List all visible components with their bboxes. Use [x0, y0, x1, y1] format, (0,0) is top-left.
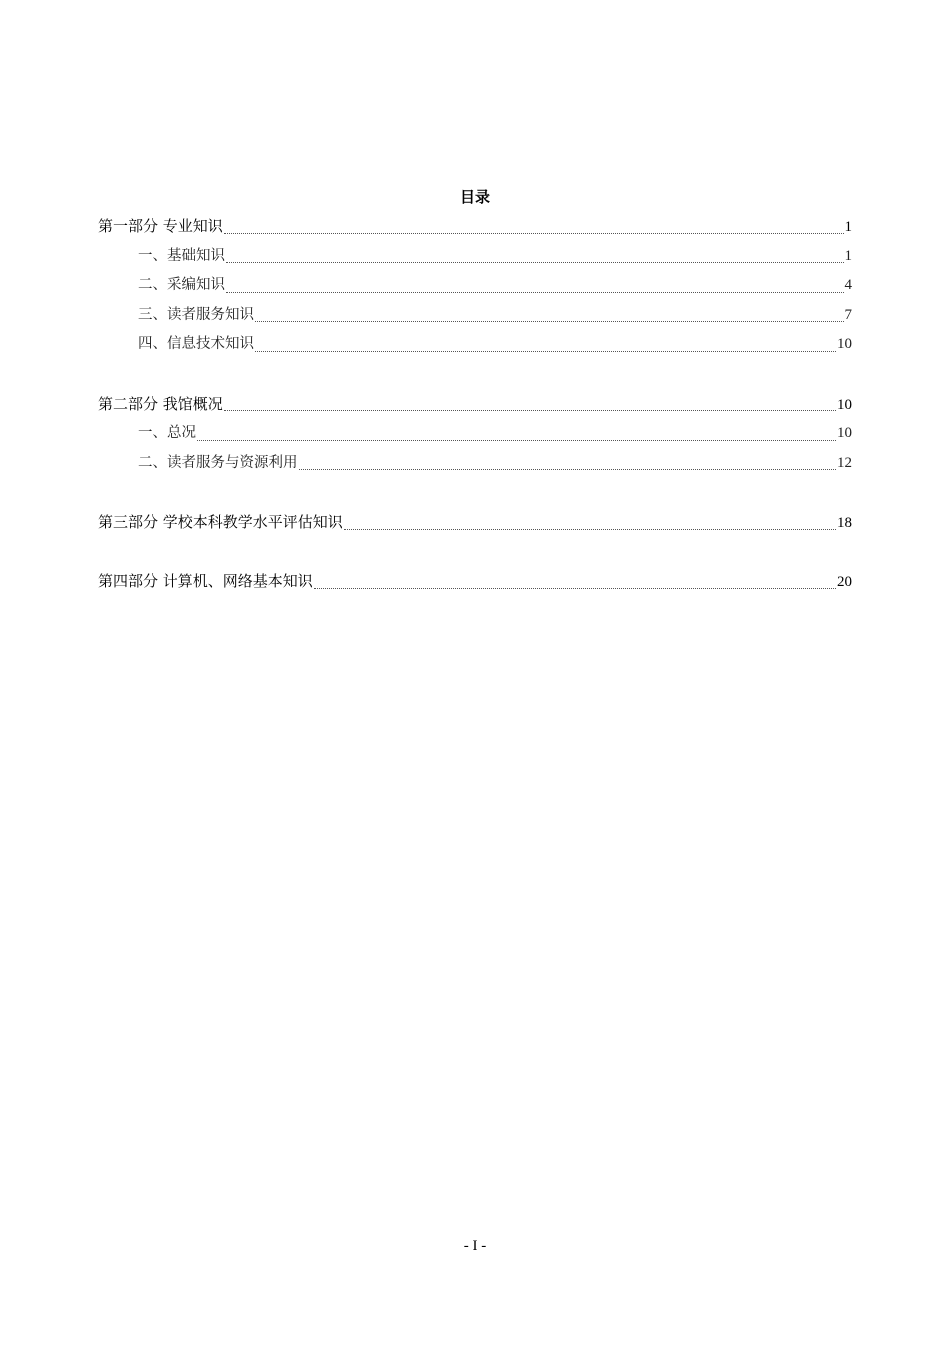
toc-entry[interactable]: [98, 508, 852, 538]
toc-entry-label: 四、信息技术知识: [138, 336, 254, 353]
toc-entry-label: 三、读者服务知识: [138, 306, 254, 323]
toc-entry-label: 一、基础知识: [138, 247, 225, 264]
dot-leader: [226, 261, 844, 263]
toc-entry-label: 第一部分 专业知识: [98, 217, 223, 235]
page-footer: - I -: [463, 1238, 487, 1254]
toc-entry-label: 二、采编知识: [138, 277, 225, 294]
toc-entry[interactable]: [98, 390, 852, 420]
toc-entry-label: 二、读者服务与资源利用: [138, 454, 298, 471]
toc-entry-page: 10: [837, 396, 852, 413]
toc-entry-label: 一、总况: [138, 425, 196, 442]
toc-entry-page: 1: [844, 219, 852, 235]
dot-leader: [224, 409, 836, 411]
toc-entry-page: 10: [837, 336, 852, 353]
toc-entry-page: 4: [844, 277, 852, 294]
toc-entry[interactable]: [98, 449, 852, 479]
toc-entry[interactable]: [98, 212, 852, 242]
toc-entry-page: 1: [844, 247, 852, 264]
toc-entry-page: 12: [837, 454, 852, 471]
toc-entry-label: 第二部分 我馆概况: [98, 394, 223, 413]
dot-leader: [226, 291, 844, 293]
toc-entry-label: 第四部分 计算机、网络基本知识: [98, 572, 313, 591]
dot-leader: [255, 320, 844, 322]
toc-entry[interactable]: [98, 242, 852, 272]
dot-leader: [299, 468, 837, 470]
dot-leader: [197, 439, 836, 441]
toc-entry[interactable]: [98, 301, 852, 331]
dot-leader: [224, 232, 844, 234]
toc-entry-label: 第三部分 学校本科教学水平评估知识: [98, 512, 343, 531]
dot-leader: [255, 350, 836, 352]
toc-list: [98, 212, 852, 597]
toc-title: 目录: [459, 188, 490, 206]
dot-leader: [344, 528, 836, 530]
toc-entry-page: 7: [844, 306, 852, 323]
dot-leader: [314, 587, 836, 589]
toc-entry[interactable]: [98, 330, 852, 360]
toc-entry[interactable]: [98, 271, 852, 301]
toc-entry[interactable]: [98, 419, 852, 449]
toc-entry-page: 10: [837, 425, 852, 442]
toc-entry-page: 20: [837, 574, 852, 591]
toc-entry[interactable]: [98, 567, 852, 597]
toc-entry-page: 18: [837, 514, 852, 531]
